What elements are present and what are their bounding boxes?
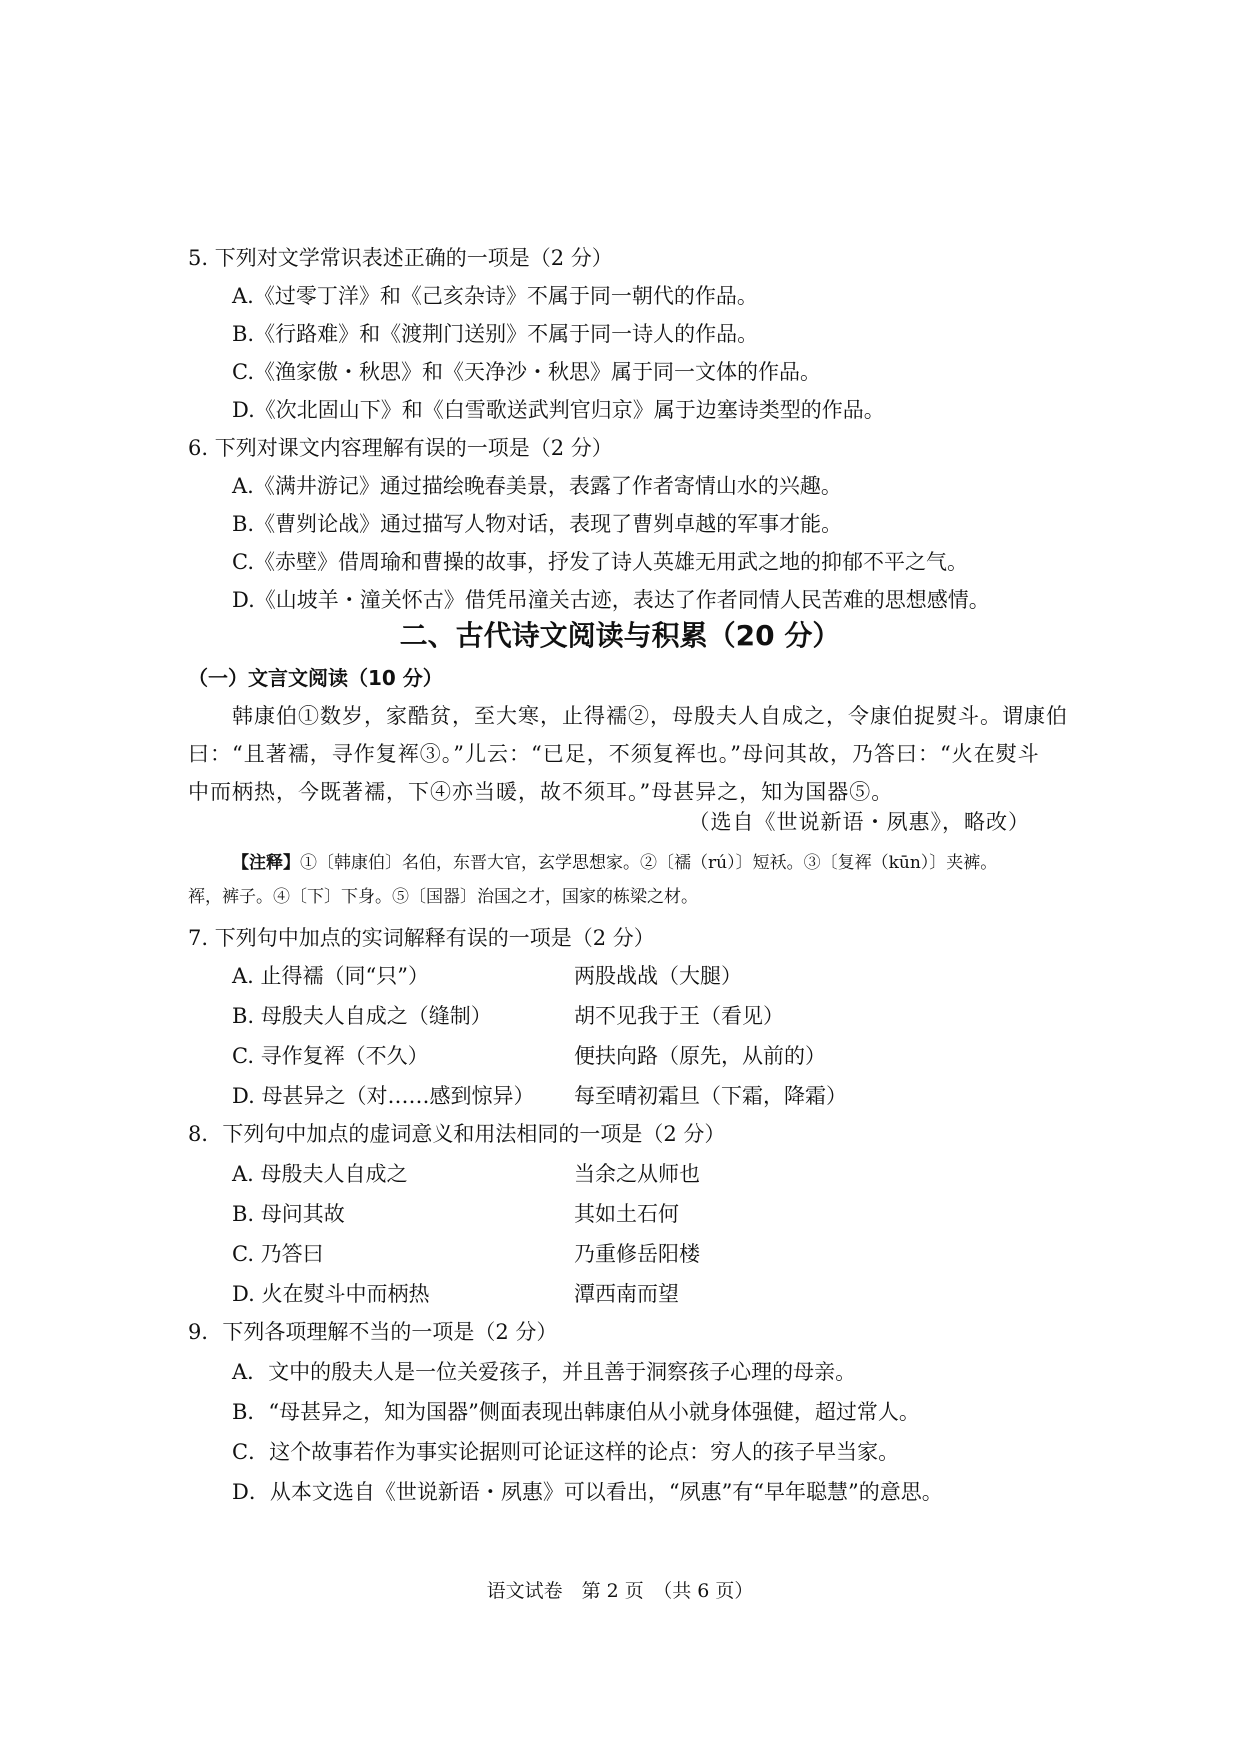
q5-option-d: D.《次北固山下》和《白雪歌送武判官归京》属于边塞诗类型的作品。 bbox=[232, 398, 885, 422]
q8-row-c-left: C. 乃答曰 bbox=[232, 1242, 324, 1266]
q6-option-c: C.《赤壁》借周瑜和曹操的故事，抒发了诗人英雄无用武之地的抑郁不平之气。 bbox=[232, 550, 968, 574]
q7-row-d-left: D. 母甚异之（对……感到惊异） bbox=[232, 1084, 535, 1108]
passage-line-3: 中而柄热，今既著襦，下④亦当暖，故不须耳。”母甚异之，知为国器⑤。 bbox=[188, 780, 894, 804]
q5-option-b: B.《行路难》和《渡荆门送别》不属于同一诗人的作品。 bbox=[232, 322, 759, 346]
q8-row-b-left: B. 母问其故 bbox=[232, 1202, 345, 1226]
q7-row-a-left: A. 止得襦（同“只”） bbox=[232, 964, 429, 988]
notes-line-2: 裈，裤子。④〔下〕下身。⑤〔国器〕治国之才，国家的栋梁之材。 bbox=[188, 887, 698, 907]
q8-row-b-right: 其如土石何 bbox=[574, 1202, 679, 1226]
q5-option-a: A.《过零丁洋》和《己亥杂诗》不属于同一朝代的作品。 bbox=[232, 284, 758, 308]
notes-line-1 bbox=[232, 850, 997, 876]
q9-stem: 9．下列各项理解不当的一项是（2 分） bbox=[188, 1320, 558, 1344]
q7-row-c-left: C. 寻作复裈（不久） bbox=[232, 1044, 429, 1068]
notes-text-1: ①〔韩康伯〕名伯，东晋大官，玄学思想家。②〔襦（rú）〕短袄。③〔复裈（kūn）〕夹裤。 bbox=[300, 853, 998, 873]
q6-stem: 6. 下列对课文内容理解有误的一项是（2 分） bbox=[188, 436, 613, 460]
q7-row-b-left: B. 母殷夫人自成之（缝制） bbox=[232, 1004, 492, 1028]
page-footer: 语文试卷 第 2 页 （共 6 页） bbox=[486, 1580, 754, 1602]
q7-row-c-right: 便扶向路（原先，从前的） bbox=[574, 1044, 826, 1068]
q6-option-b: B.《曹刿论战》通过描写人物对话，表现了曹刿卓越的军事才能。 bbox=[232, 512, 843, 536]
section-title: 二、古代诗文阅读与积累（20 分） bbox=[399, 619, 841, 652]
notes-label: 【注释】 bbox=[232, 853, 300, 873]
passage-source: （选自《世说新语・夙惠》，略改） bbox=[688, 810, 1030, 834]
subsection-title: （一）文言文阅读（10 分） bbox=[188, 666, 443, 690]
q7-row-a-right: 两股战战（大腿） bbox=[574, 964, 742, 988]
q8-row-c-right: 乃重修岳阳楼 bbox=[574, 1242, 700, 1266]
q6-option-a: A.《满井游记》通过描绘晚春美景，表露了作者寄情山水的兴趣。 bbox=[232, 474, 842, 498]
q8-row-d-left: D. 火在熨斗中而柄热 bbox=[232, 1282, 430, 1306]
q8-stem: 8．下列句中加点的虚词意义和用法相同的一项是（2 分） bbox=[188, 1122, 726, 1146]
passage-line-1: 韩康伯①数岁，家酷贫，至大寒，止得襦②，母殷夫人自成之，令康伯捉熨斗。谓康伯 bbox=[232, 704, 1068, 728]
q8-row-a-right: 当余之从师也 bbox=[574, 1162, 700, 1186]
q9-option-b: B．“母甚异之，知为国器”侧面表现出韩康伯从小就身体强健，超过常人。 bbox=[232, 1400, 920, 1424]
q5-option-c: C.《渔家傲・秋思》和《天净沙・秋思》属于同一文体的作品。 bbox=[232, 360, 821, 384]
q8-row-a-left: A. 母殷夫人自成之 bbox=[232, 1162, 408, 1186]
q9-option-c: C．这个故事若作为事实论据则可论证这样的论点：穷人的孩子早当家。 bbox=[232, 1440, 900, 1464]
q8-row-d-right: 潭西南而望 bbox=[574, 1282, 679, 1306]
q9-option-d: D．从本文选自《世说新语・夙惠》可以看出，“夙惠”有“早年聪慧”的意思。 bbox=[232, 1480, 943, 1504]
q6-option-d: D.《山坡羊・潼关怀古》借凭吊潼关古迹，表达了作者同情人民苦难的思想感情。 bbox=[232, 588, 990, 612]
q7-row-b-right: 胡不见我于王（看见） bbox=[574, 1004, 784, 1028]
q9-option-a: A．文中的殷夫人是一位关爱孩子，并且善于洞察孩子心理的母亲。 bbox=[232, 1360, 857, 1384]
passage-line-2: 曰：“且著襦，寻作复裈③。”儿云：“已足，不须复裈也。”母问其故，乃答曰：“火在熨斗 bbox=[188, 742, 1040, 766]
q7-row-d-right: 每至晴初霜旦（下霜，降霜） bbox=[574, 1084, 847, 1108]
q7-stem: 7. 下列句中加点的实词解释有误的一项是（2 分） bbox=[188, 926, 655, 950]
q5-stem: 5. 下列对文学常识表述正确的一项是（2 分） bbox=[188, 246, 613, 270]
